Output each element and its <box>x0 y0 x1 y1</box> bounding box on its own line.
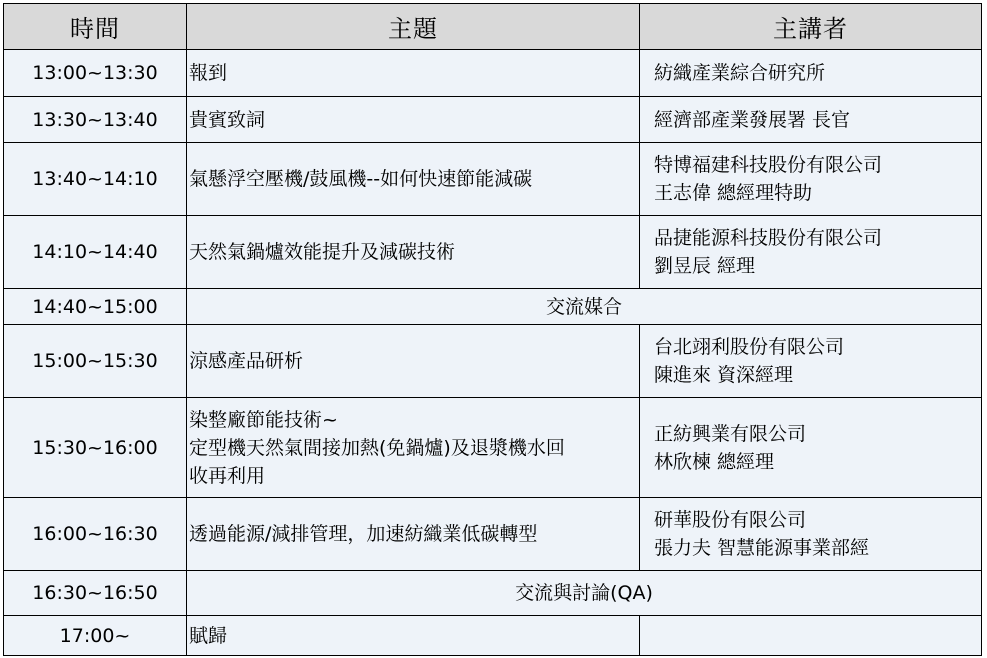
agenda-row <box>4 325 982 398</box>
speaker-line: 王志偉 總經理特助 <box>654 182 813 204</box>
agenda-row <box>4 398 982 498</box>
time-cell: 15:30~16:00 <box>4 398 187 498</box>
topic-line: 氣懸浮空壓機/鼓風機--如何快速節能減碳 <box>189 168 533 190</box>
topic-cell <box>187 325 640 398</box>
header-speaker: 主講者 <box>640 4 982 50</box>
topic-line: 天然氣鍋爐效能提升及減碳技術 <box>189 241 456 263</box>
speaker-cell <box>640 325 982 398</box>
speaker-cell <box>640 616 982 656</box>
speaker-cell <box>640 216 982 289</box>
agenda-row <box>4 289 982 325</box>
time-cell: 14:10~14:40 <box>4 216 187 289</box>
speaker-line: 紡織產業綜合研究所 <box>654 62 826 84</box>
agenda-row <box>4 498 982 571</box>
speaker-line: 經濟部產業發展署 長官 <box>654 108 851 131</box>
speaker-line: 品捷能源科技股份有限公司 <box>654 227 883 249</box>
topic-line: 貴賓致詞 <box>189 108 266 131</box>
time-cell: 17:00~ <box>4 616 187 656</box>
agenda-table <box>3 3 982 656</box>
time-cell: 16:30~16:50 <box>4 571 187 616</box>
speaker-line: 正紡興業有限公司 <box>654 422 807 445</box>
agenda-row <box>4 571 982 616</box>
agenda-row <box>4 616 982 656</box>
speaker-cell <box>640 398 982 498</box>
speaker-line: 林欣楝 總經理 <box>654 450 775 473</box>
topic-line: 報到 <box>189 62 228 84</box>
speaker-cell <box>640 50 982 97</box>
speaker-line: 劉昱辰 經理 <box>654 255 756 277</box>
speaker-line: 台北翊利股份有限公司 <box>654 336 845 358</box>
topic-cell <box>187 616 640 656</box>
time-cell: 15:00~15:30 <box>4 325 187 398</box>
time-cell: 13:00~13:30 <box>4 50 187 97</box>
header-topic: 主題 <box>187 4 640 50</box>
agenda-header <box>4 4 982 50</box>
speaker-line: 陳進來 資深經理 <box>654 364 794 386</box>
topic-line: 透過能源/減排管理，加速紡織業低碳轉型 <box>189 523 538 545</box>
session-cell: 交流媒合 <box>187 289 982 325</box>
topic-line: 定型機天然氣間接加熱(免鍋爐)及退漿機水回 <box>189 436 565 459</box>
topic-line: 染整廠節能技術~ <box>189 408 338 431</box>
time-cell: 14:40~15:00 <box>4 289 187 325</box>
speaker-cell <box>640 97 982 143</box>
speaker-line: 特博福建科技股份有限公司 <box>654 154 883 176</box>
topic-cell <box>187 143 640 216</box>
speaker-cell <box>640 143 982 216</box>
agenda-row <box>4 50 982 97</box>
agenda-row <box>4 97 982 143</box>
topic-line: 收再利用 <box>189 464 266 487</box>
speaker-line: 張力夫 智慧能源事業部經 <box>654 537 870 559</box>
header-row <box>4 4 982 50</box>
agenda-row <box>4 143 982 216</box>
time-cell: 13:30~13:40 <box>4 97 187 143</box>
agenda-row <box>4 216 982 289</box>
topic-line: 賦歸 <box>189 624 228 647</box>
topic-cell <box>187 216 640 289</box>
time-cell: 13:40~14:10 <box>4 143 187 216</box>
topic-cell <box>187 50 640 97</box>
session-cell: 交流與討論(QA) <box>187 571 982 616</box>
topic-line: 涼感產品研析 <box>189 350 304 372</box>
topic-cell <box>187 498 640 571</box>
header-time: 時間 <box>4 4 187 50</box>
speaker-line: 研華股份有限公司 <box>654 509 807 531</box>
topic-cell <box>187 97 640 143</box>
agenda-body <box>4 50 982 656</box>
time-cell: 16:00~16:30 <box>4 498 187 571</box>
speaker-cell <box>640 498 982 571</box>
topic-cell <box>187 398 640 498</box>
